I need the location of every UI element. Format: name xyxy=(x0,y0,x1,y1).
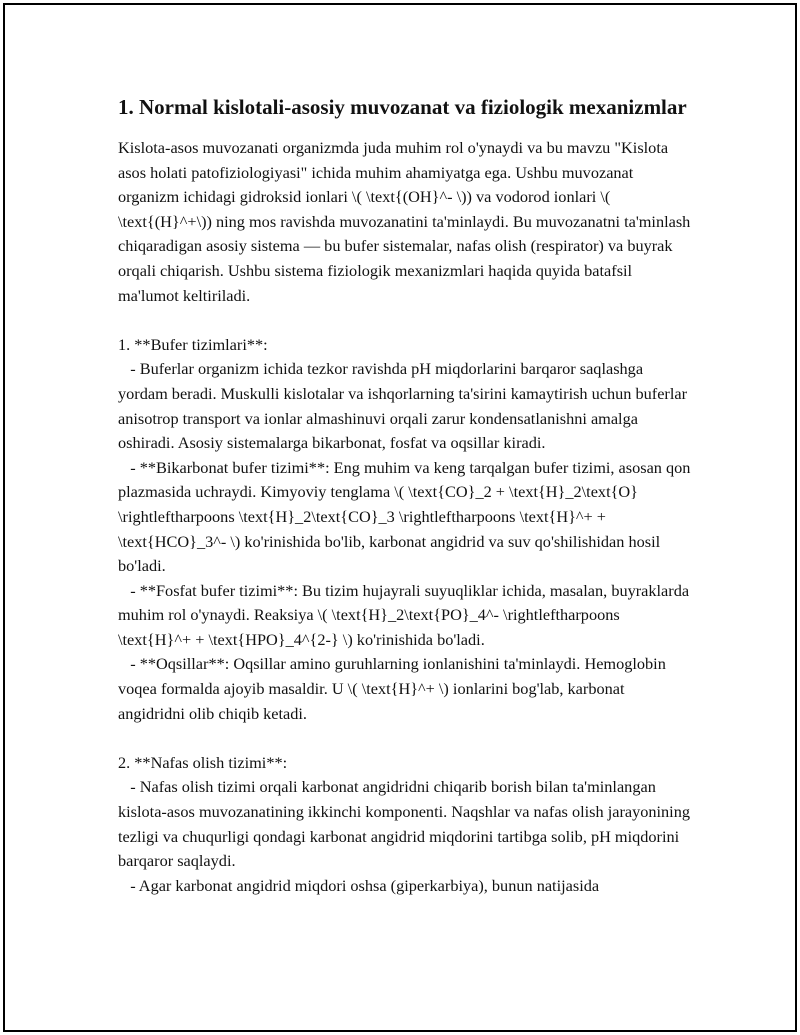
bufer-item-phosphate: - **Fosfat bufer tizimi**: Bu tizim hujayrali suyuqliklar ichida, masalan, buyraklarda muhim rol o'ynaydi. Reaksiya \( \text{H}_2\text{PO}_4^- \rightleftharpoons \text{H}^+ + \text{HPO}_4^{2-} \) ko'rinishida bo'ladi. xyxy=(118,580,694,649)
nafas-item-general: - Nafas olish tizimi orqali karbonat angidridni chiqarib borish bilan ta'minlangan kislota-asos muvozanatining ikkinchi komponenti. Naqshlar va nafas olish jarayonining tezligi va chuqurligi qondagi karbonat angidrid miqdorini tartibga solib, pH miqdorini barqaror saqlaydi. xyxy=(118,777,695,871)
bufer-section-title: 1. **Bufer tizimlari**: xyxy=(118,334,268,354)
nafas-section-title: 2. **Nafas olish tizimi**: xyxy=(118,752,288,772)
nafas-item-hypercarbia: - Agar karbonat angidrid miqdori oshsa (giperkarbiya), bunun natijasida xyxy=(118,875,600,895)
paragraph-gap xyxy=(118,726,693,751)
bufer-item-general: - Buferlar organizm ichida tezkor ravishda pH miqdorlarini barqaror saqlashga yordam beradi. Muskulli kislotalar va ishqorlarning ta'sirini kamaytirish uchun buferlar anisotrop transport va ionlar almashinuvi orqali zarur kondensatlanishni amalga oshiradi. Asosiy sistemalarga bikarbonat, fosfat va oqsillar kiradi. xyxy=(118,359,692,453)
bufer-item-proteins: - **Oqsillar**: Oqsillar amino guruhlarning ionlanishini ta'minlaydi. Hemoglobin voqea formalda ajoyib masaldir. U \( \text{H}^+ \) ionlarini bog'lab, karbonat angidridni olib chiqib ketadi. xyxy=(118,654,670,723)
bufer-item-bicarbonate: - **Bikarbonat bufer tizimi**: Eng muhim va keng tarqalgan bufer tizimi, asosan qon plazmasida uchraydi. Kimyoviy tenglama \( \text{CO}_2 + \text{H}_2\text{O} \rightleftharpoons \text{H}_2\text{CO}_3 \rightleftharpoons \text{H}^+ + \text{HCO}_3^- \) ko'rinishida bo'lib, karbonat angidrid va suv qo'shilishidan hosil bo'ladi. xyxy=(118,457,695,576)
document-body xyxy=(118,93,693,898)
intro-paragraph: Kislota-asos muvozanati organizmda juda muhim rol o'ynaydi va bu mavzu "Kislota asos holati patofiziologiyasi" ichida muhim ahamiyatga ega. Ushbu muvozanat organizm ichidagi gidroksid ionlari \( \text{(OH}^- \)) va vodorod ionlari \( \text{(H}^+\)) ning mos ravishda muvozanatini ta'minlaydi. Bu muvozanatni ta'minlash chiqaradigan asosiy sistema — bu bufer sistemalar, nafas olish (respirator) va buyrak orqali chiqarish. Ushbu sistema fiziologik mexanizmlari haqida quyida batafsil ma'lumot keltiriladi. xyxy=(118,138,695,305)
paragraph-gap xyxy=(118,308,693,333)
section-heading: 1. Normal kislotali-asosiy muvozanat va fiziologik mexanizmlar xyxy=(118,95,687,119)
